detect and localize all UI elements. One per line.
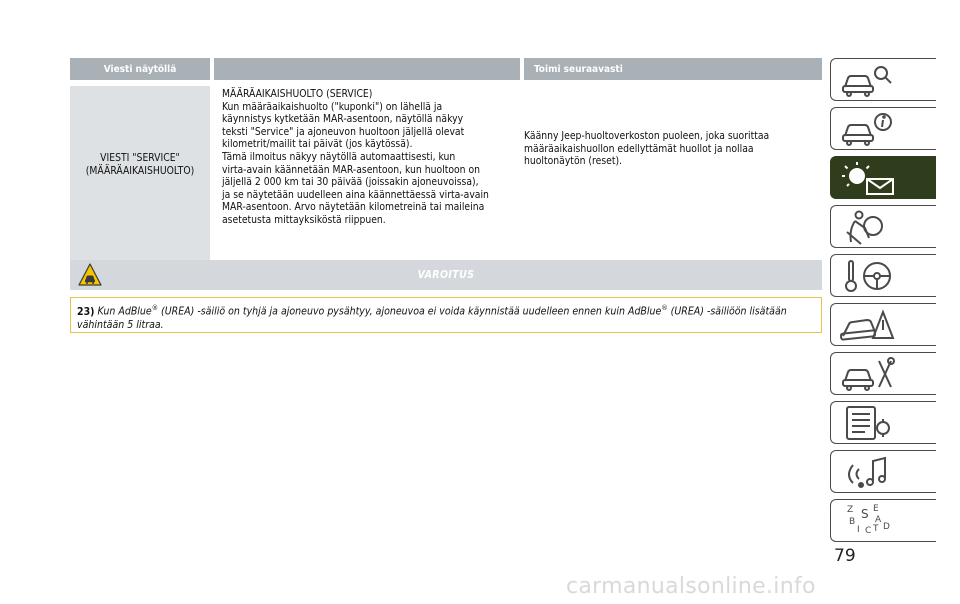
header-description	[214, 58, 520, 80]
key-steering-wheel-icon	[839, 257, 897, 295]
svg-text:A: A	[875, 515, 882, 525]
header-action: Toimi seuraavasti	[524, 58, 822, 80]
header-message: Viesti näytöllä	[70, 58, 210, 80]
warning-light-message-icon	[839, 159, 897, 197]
car-info-icon	[839, 110, 897, 148]
chapter-tab-8[interactable]	[830, 401, 936, 444]
warning-header	[70, 260, 822, 290]
chapter-tab-6[interactable]	[830, 303, 936, 346]
car-emergency-icon	[839, 306, 897, 344]
chapter-tab-2[interactable]	[830, 107, 936, 150]
warning-number: 23)	[77, 305, 95, 318]
page-number: 79	[834, 546, 856, 566]
technical-data-icon	[839, 404, 897, 442]
svg-text:S: S	[861, 507, 869, 521]
svg-text:I: I	[857, 525, 860, 535]
svg-text:C: C	[865, 526, 872, 536]
table-header	[70, 58, 822, 80]
table-row	[70, 86, 822, 265]
chapter-tab-7[interactable]	[830, 352, 936, 395]
svg-text:T: T	[873, 524, 879, 534]
car-service-tools-icon	[839, 355, 897, 393]
watermark: carmanualsonline.info	[566, 574, 816, 599]
airbag-safety-icon	[839, 208, 897, 246]
message-table	[70, 58, 822, 265]
svg-text:E: E	[873, 504, 879, 514]
warning-title: VAROITUS	[417, 269, 475, 281]
chapter-tab-5[interactable]	[830, 254, 936, 297]
row-action: Käänny Jeep-huoltoverkoston puoleen, joka suorittaa määräaikaishuollon edellyttämät huollot ja nollaa huoltonäytön (reset).	[524, 130, 770, 168]
svg-text:B: B	[849, 517, 856, 527]
chapter-tab-9[interactable]	[830, 450, 936, 493]
row-description: MÄÄRÄAIKAISHUOLTO (SERVICE) Kun määräaikaishuolto ("kuponki") on lähellä ja käynnistys kytketään MAR-asentoon, näytöllä näkyy teksti "Service" ja ajoneuvon huoltoon jäljellä olevat kilometrit/mailit tai päivät (jos käytössä). Tämä ilmoitus näkyy näytöllä automaattisesti, kun virta-avain käännetään MAR-asentoon, kun huoltoon on jäljellä 2 000 km tai 30 päivää (joissakin ajoneuvoissa), ja se näytetään uudelleen aina käännettäessä virta-avain MAR-asentoon. Arvo näytetään kilometreinä tai maileina asetetusta mittayksiköstä riippuen.	[222, 88, 489, 226]
chapter-tab-1[interactable]	[830, 58, 936, 101]
row-message: VIESTI "SERVICE" (MÄÄRÄAIKAISHUOLTO)	[70, 86, 210, 264]
svg-text:Z: Z	[847, 505, 854, 515]
multimedia-icon	[839, 453, 897, 491]
warning-text: 23) Kun AdBlue® (UREA) -säiliö on tyhjä ja ajoneuvo pysähtyy, ajoneuvoa ei voida käynnistää uudelleen ennen kuin AdBlue® (UREA) -säiliöön lisätään vähintään 5 litraa.	[77, 304, 787, 331]
chapter-tab-3[interactable]	[830, 156, 936, 199]
svg-text:D: D	[883, 522, 890, 532]
chapter-tab-10[interactable]	[830, 499, 936, 542]
index-icon	[839, 502, 897, 540]
warning-box	[70, 297, 822, 333]
chapter-tab-4[interactable]	[830, 205, 936, 248]
car-search-icon	[839, 61, 897, 99]
